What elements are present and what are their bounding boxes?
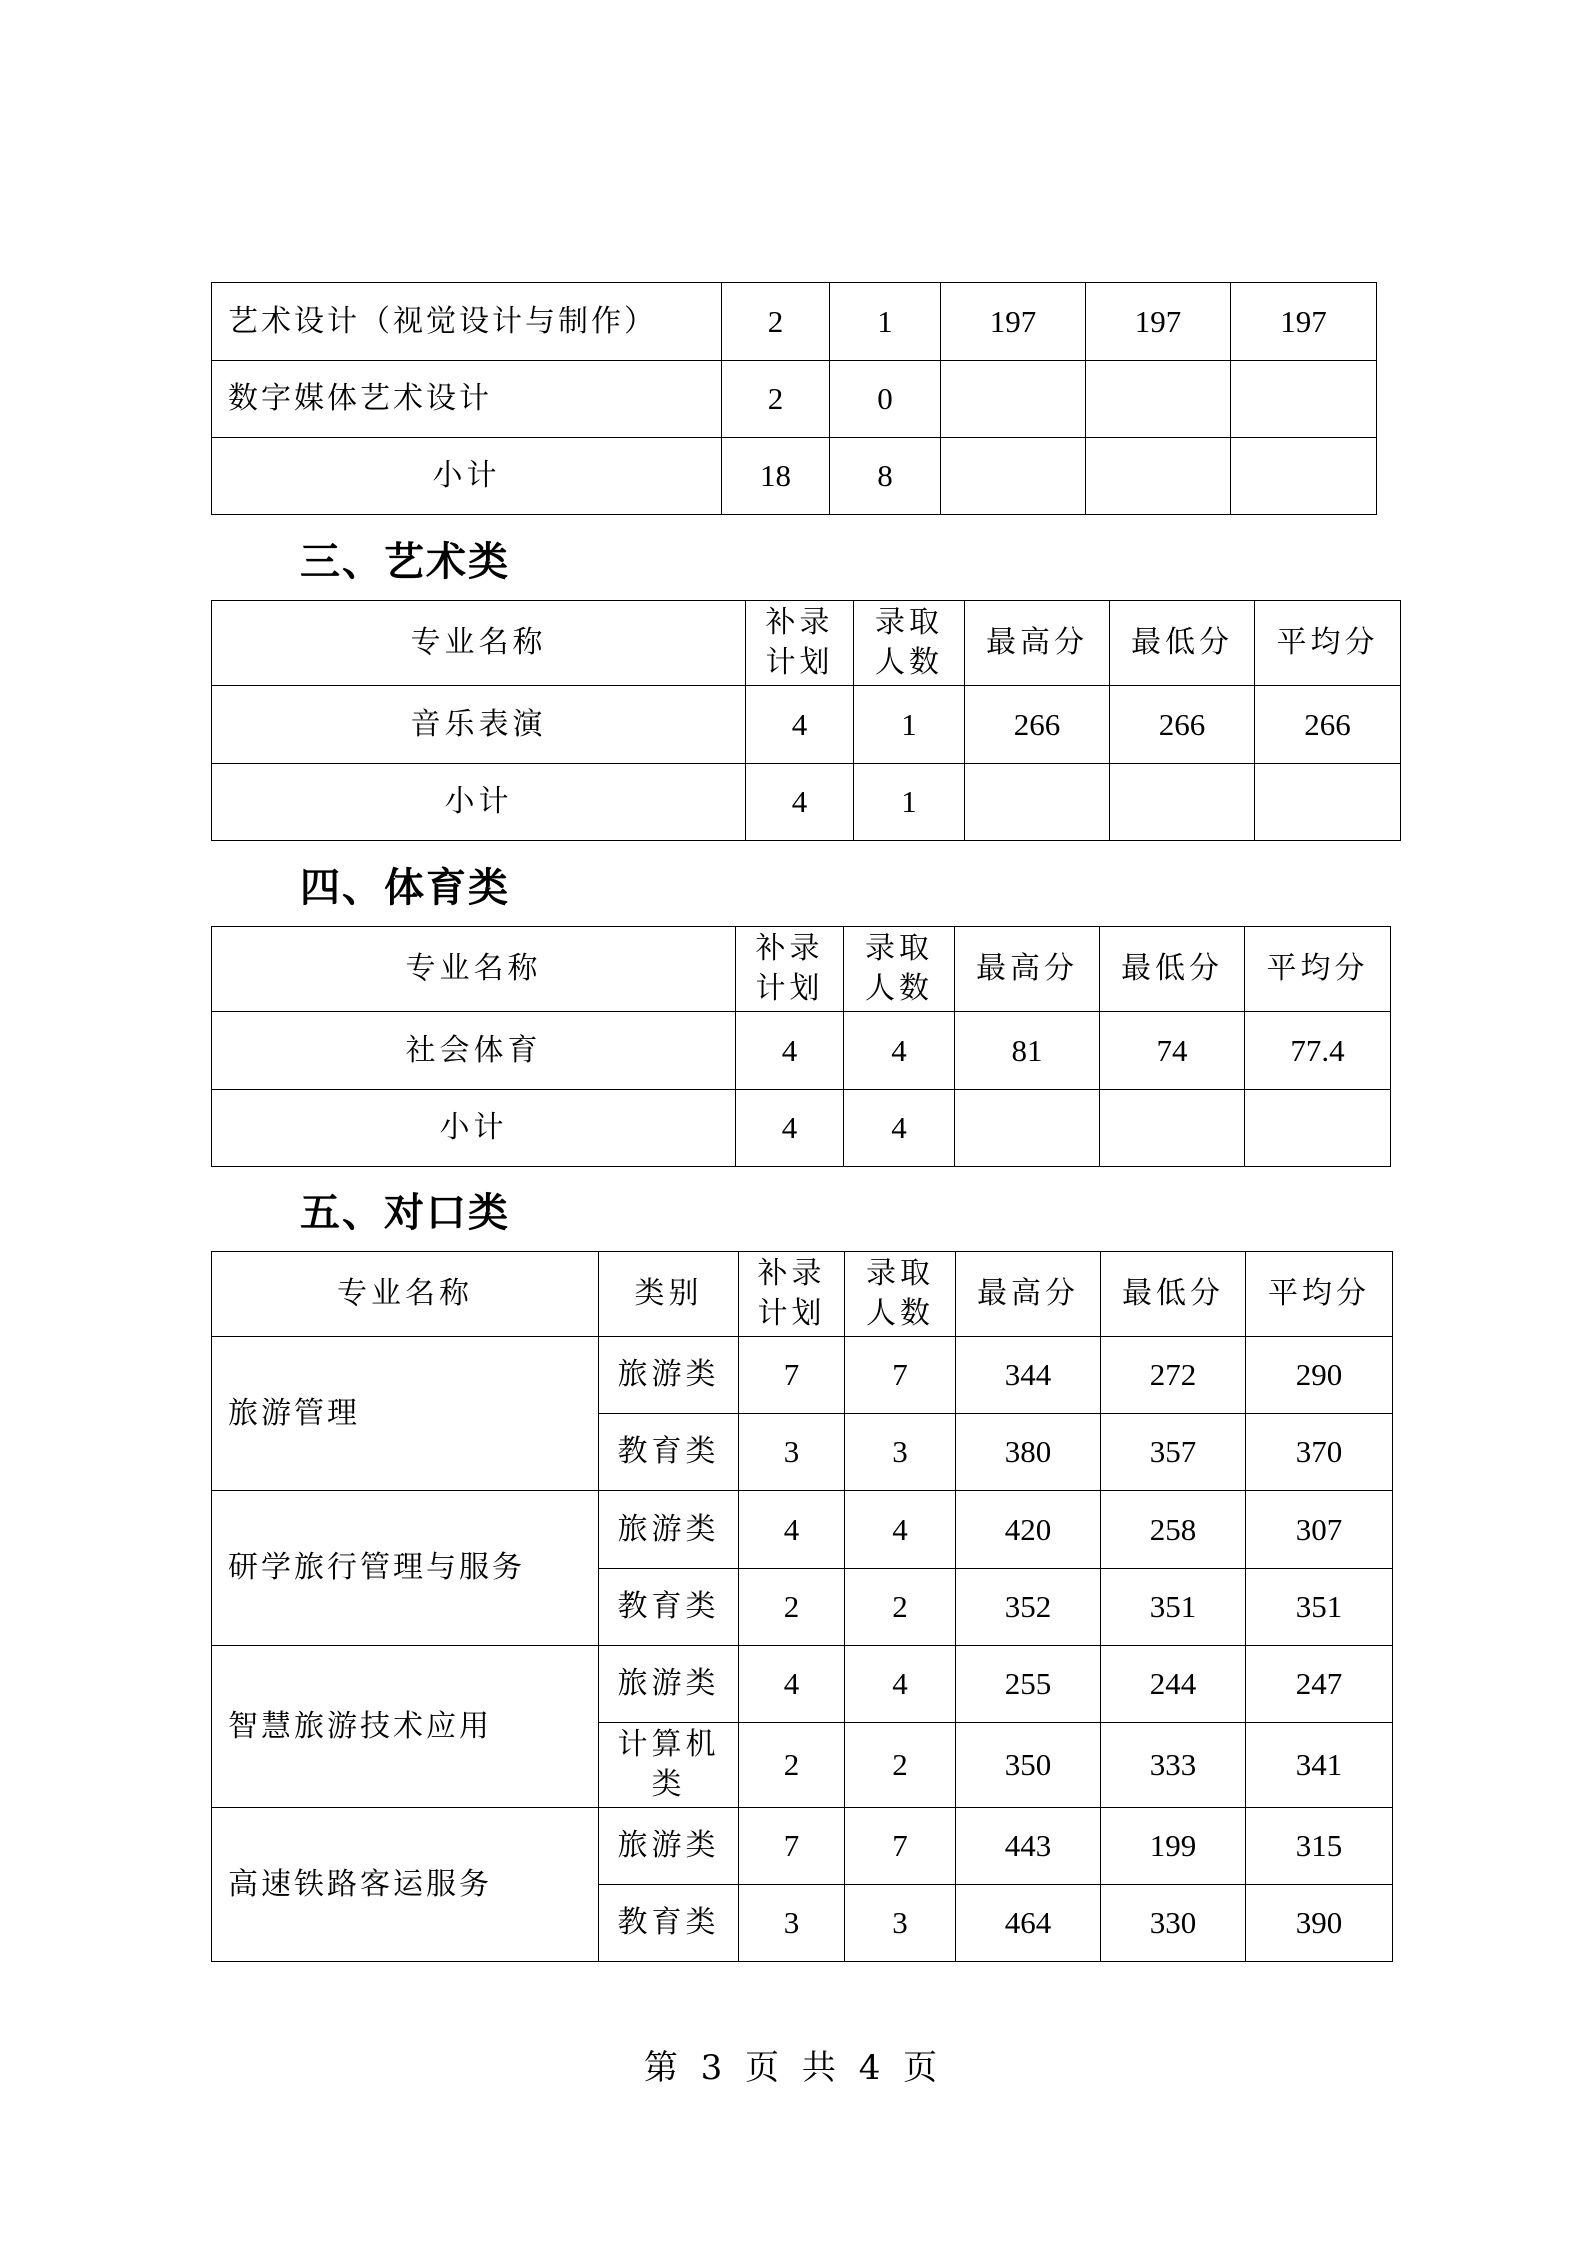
major-name: 音乐表演 (212, 686, 746, 764)
admitted-count: 4 (844, 1090, 955, 1167)
max-score: 350 (956, 1723, 1101, 1808)
admitted-count: 4 (845, 1646, 956, 1723)
table-sports (211, 926, 1391, 1167)
table-continuation (211, 282, 1377, 515)
max-score (965, 764, 1110, 841)
max-score (955, 1090, 1100, 1167)
plan-count: 3 (739, 1885, 845, 1962)
max-score: 443 (956, 1808, 1101, 1885)
header-plan: 补录 计划 (746, 601, 854, 686)
page-footer: 第 3 页 共 4 页 (643, 2048, 944, 2088)
admitted-count: 3 (845, 1885, 956, 1962)
avg-score (1231, 438, 1377, 515)
table-row (212, 361, 1377, 438)
major-name: 智慧旅游技术应用 (212, 1646, 599, 1808)
min-score (1086, 361, 1231, 438)
min-score: 333 (1101, 1723, 1246, 1808)
admitted-count: 1 (830, 283, 941, 361)
min-score: 244 (1101, 1646, 1246, 1723)
min-score (1100, 1090, 1245, 1167)
table-row (212, 1337, 1393, 1414)
max-score: 81 (955, 1012, 1100, 1090)
table-row (212, 1808, 1393, 1885)
major-name: 社会体育 (212, 1012, 736, 1090)
avg-score: 315 (1246, 1808, 1393, 1885)
admitted-count: 7 (845, 1337, 956, 1414)
admitted-count: 2 (845, 1569, 956, 1646)
plan-count: 2 (722, 361, 830, 438)
plan-count: 4 (746, 686, 854, 764)
avg-score: 390 (1246, 1885, 1393, 1962)
category: 教育类 (599, 1414, 739, 1491)
table-row (212, 1491, 1393, 1569)
min-score: 258 (1101, 1491, 1246, 1569)
avg-score (1245, 1090, 1391, 1167)
avg-score (1231, 361, 1377, 438)
avg-score: 370 (1246, 1414, 1393, 1491)
plan-count: 18 (722, 438, 830, 515)
header-avg: 平均分 (1255, 601, 1401, 686)
min-score: 357 (1101, 1414, 1246, 1491)
major-name: 数字媒体艺术设计 (212, 361, 722, 438)
min-score (1086, 438, 1231, 515)
category: 教育类 (599, 1885, 739, 1962)
table-header-row (212, 1252, 1393, 1337)
section-heading-vocational: 五、对口类 (300, 1190, 510, 1236)
plan-count: 2 (722, 283, 830, 361)
plan-count: 2 (739, 1723, 845, 1808)
max-score (941, 361, 1086, 438)
header-avg: 平均分 (1246, 1252, 1393, 1337)
admitted-count: 3 (845, 1414, 956, 1491)
max-score: 352 (956, 1569, 1101, 1646)
major-name: 小计 (212, 764, 746, 841)
avg-score (1255, 764, 1401, 841)
admitted-count: 4 (844, 1012, 955, 1090)
min-score: 199 (1101, 1808, 1246, 1885)
major-name: 小计 (212, 1090, 736, 1167)
min-score: 351 (1101, 1569, 1246, 1646)
min-score: 272 (1101, 1337, 1246, 1414)
table-header-row (212, 927, 1391, 1012)
avg-score: 341 (1246, 1723, 1393, 1808)
header-major-name: 专业名称 (212, 1252, 599, 1337)
plan-count: 7 (739, 1808, 845, 1885)
major-name: 小计 (212, 438, 722, 515)
subtotal-row (212, 764, 1401, 841)
plan-count: 4 (736, 1090, 844, 1167)
subtotal-row (212, 1090, 1391, 1167)
category: 旅游类 (599, 1808, 739, 1885)
table-row (212, 1646, 1393, 1723)
admitted-count: 2 (845, 1723, 956, 1808)
min-score: 197 (1086, 283, 1231, 361)
header-max: 最高分 (956, 1252, 1101, 1337)
header-min: 最低分 (1110, 601, 1255, 686)
admitted-count: 0 (830, 361, 941, 438)
min-score (1110, 764, 1255, 841)
header-min: 最低分 (1100, 927, 1245, 1012)
avg-score: 266 (1255, 686, 1401, 764)
max-score: 344 (956, 1337, 1101, 1414)
plan-count: 2 (739, 1569, 845, 1646)
category: 教育类 (599, 1569, 739, 1646)
min-score: 74 (1100, 1012, 1245, 1090)
max-score: 266 (965, 686, 1110, 764)
major-name: 艺术设计（视觉设计与制作） (212, 283, 722, 361)
plan-count: 3 (739, 1414, 845, 1491)
header-category: 类别 (599, 1252, 739, 1337)
category: 旅游类 (599, 1646, 739, 1723)
max-score: 464 (956, 1885, 1101, 1962)
category: 旅游类 (599, 1491, 739, 1569)
avg-score: 197 (1231, 283, 1377, 361)
major-name: 高速铁路客运服务 (212, 1808, 599, 1962)
plan-count: 4 (746, 764, 854, 841)
header-plan: 补录 计划 (739, 1252, 845, 1337)
max-score: 420 (956, 1491, 1101, 1569)
table-row (212, 283, 1377, 361)
admitted-count: 4 (845, 1491, 956, 1569)
header-plan: 补录 计划 (736, 927, 844, 1012)
subtotal-row (212, 438, 1377, 515)
avg-score: 351 (1246, 1569, 1393, 1646)
header-max: 最高分 (965, 601, 1110, 686)
table-row (212, 686, 1401, 764)
header-major-name: 专业名称 (212, 927, 736, 1012)
section-heading-sports: 四、体育类 (300, 865, 510, 911)
min-score: 330 (1101, 1885, 1246, 1962)
max-score: 197 (941, 283, 1086, 361)
category: 旅游类 (599, 1337, 739, 1414)
min-score: 266 (1110, 686, 1255, 764)
max-score: 380 (956, 1414, 1101, 1491)
admitted-count: 1 (854, 686, 965, 764)
avg-score: 307 (1246, 1491, 1393, 1569)
avg-score: 247 (1246, 1646, 1393, 1723)
header-admitted: 录取 人数 (854, 601, 965, 686)
header-max: 最高分 (955, 927, 1100, 1012)
table-header-row (212, 601, 1401, 686)
major-name: 研学旅行管理与服务 (212, 1491, 599, 1646)
table-vocational (211, 1251, 1393, 1962)
header-admitted: 录取 人数 (845, 1252, 956, 1337)
major-name: 旅游管理 (212, 1337, 599, 1491)
avg-score: 77.4 (1245, 1012, 1391, 1090)
header-admitted: 录取 人数 (844, 927, 955, 1012)
admitted-count: 7 (845, 1808, 956, 1885)
plan-count: 4 (736, 1012, 844, 1090)
max-score (941, 438, 1086, 515)
admitted-count: 1 (854, 764, 965, 841)
max-score: 255 (956, 1646, 1101, 1723)
category: 计算机 类 (599, 1723, 739, 1808)
header-major-name: 专业名称 (212, 601, 746, 686)
plan-count: 7 (739, 1337, 845, 1414)
header-min: 最低分 (1101, 1252, 1246, 1337)
table-art (211, 600, 1401, 841)
header-avg: 平均分 (1245, 927, 1391, 1012)
plan-count: 4 (739, 1491, 845, 1569)
table-row (212, 1012, 1391, 1090)
avg-score: 290 (1246, 1337, 1393, 1414)
plan-count: 4 (739, 1646, 845, 1723)
admitted-count: 8 (830, 438, 941, 515)
section-heading-art: 三、艺术类 (300, 539, 510, 585)
